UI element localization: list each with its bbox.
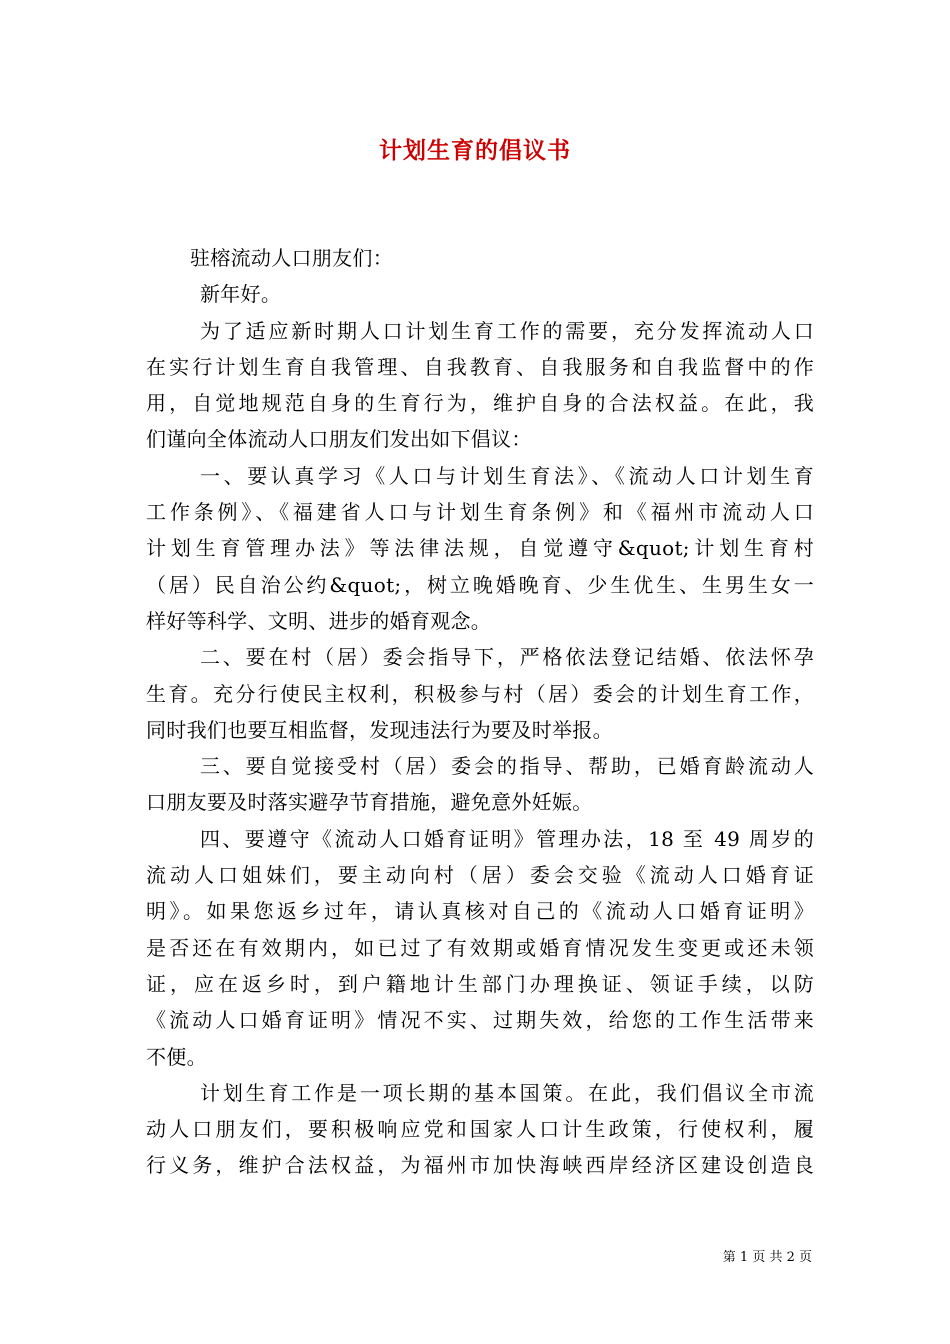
body-line: 二、要在村（居）委会指导下，严格依法登记结婚、依法怀孕 — [200, 645, 814, 670]
body-line: 生育。充分行使民主权利，积极参与村（居）委会的计划生育工作， — [146, 681, 814, 706]
body-line: 驻榕流动人口朋友们： — [190, 246, 393, 270]
body-line: 为了适应新时期人口计划生育工作的需要，充分发挥流动人口 — [200, 318, 814, 343]
document-body — [146, 240, 814, 1184]
body-line: 《流动人口婚育证明》情况不实、过期失效，给您的工作生活带来 — [146, 1008, 814, 1033]
body-line: 明》。如果您返乡过年，请认真核对自己的《流动人口婚育证明》 — [146, 899, 814, 924]
body-line: 流动人口姐妹们，要主动向村（居）委会交验《流动人口婚育证 — [146, 863, 814, 888]
body-line: （居）民自治公约&quot;，树立晚婚晚育、少生优生、生男生女一 — [146, 572, 814, 597]
body-line: 三、要自觉接受村（居）委会的指导、帮助，已婚育龄流动人 — [200, 754, 814, 779]
body-line: 们谨向全体流动人口朋友们发出如下倡议： — [146, 427, 532, 452]
body-line: 口朋友要及时落实避孕节育措施，避免意外妊娠。 — [146, 790, 593, 815]
body-line: 计划生育工作是一项长期的基本国策。在此，我们倡议全市流 — [200, 1080, 814, 1105]
document-title: 计划生育的倡议书 — [379, 137, 571, 164]
body-line: 工作条例》、《福建省人口与计划生育条例》和《福州市流动人口 — [146, 500, 814, 525]
page-number-footer: 第 1 页 共 2 页 — [722, 1250, 812, 1265]
body-line: 同时我们也要互相监督，发现违法行为要及时举报。 — [146, 717, 613, 742]
body-line: 样好等科学、文明、进步的婚育观念。 — [146, 608, 492, 633]
body-line: 用，自觉地规范自身的生育行为，维护自身的合法权益。在此，我 — [146, 391, 814, 416]
body-line: 证，应在返乡时，到户籍地计生部门办理换证、领证手续，以防 — [146, 971, 814, 996]
body-line: 一、要认真学习《人口与计划生育法》、《流动人口计划生育 — [200, 463, 814, 488]
body-line: 在实行计划生育自我管理、自我教育、自我服务和自我监督中的作 — [146, 354, 814, 379]
body-line: 行义务，维护合法权益，为福州市加快海峡西岸经济区建设创造良 — [146, 1153, 814, 1178]
body-line: 不便。 — [146, 1044, 207, 1069]
body-line: 动人口朋友们，要积极响应党和国家人口计生政策，行使权利，履 — [146, 1117, 814, 1142]
body-line: 新年好。 — [200, 282, 282, 307]
body-line: 四、要遵守《流动人口婚育证明》管理办法，18 至 49 周岁的 — [200, 826, 814, 851]
body-line: 是否还在有效期内，如已过了有效期或婚育情况发生变更或还未领 — [146, 935, 814, 960]
body-line: 计划生育管理办法》等法律法规，自觉遵守&quot;计划生育村 — [146, 536, 814, 561]
